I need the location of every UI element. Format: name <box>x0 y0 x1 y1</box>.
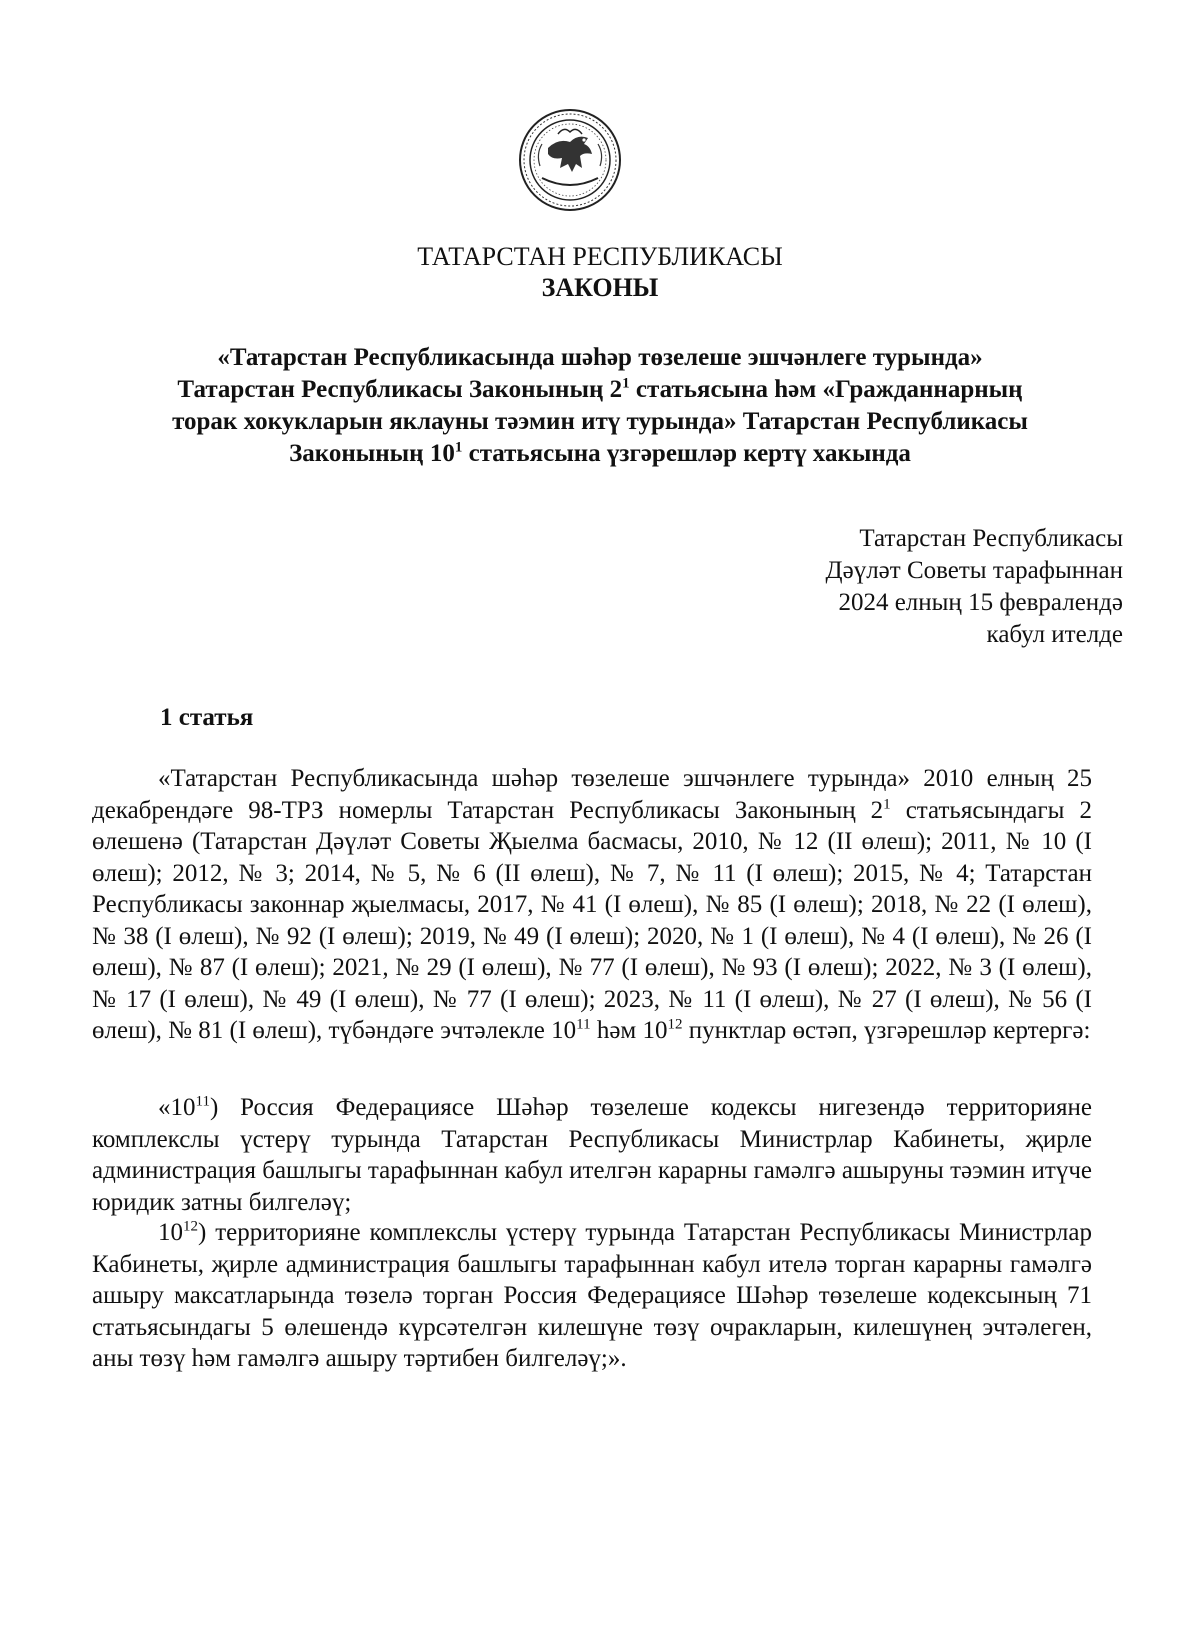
adoption-line-4: кабул ителде <box>986 621 1123 648</box>
article-heading: 1 статья <box>160 704 254 731</box>
adoption-line-1: Татарстан Республикасы <box>859 525 1123 552</box>
article-paragraph-3: $10^{12}$) территорияне комплекслы үстерү турында Татарстан Республикасы Министрлар Кабинеты, җирле администрация башлыгы тарафыннан кабул ителә торган карарны гамәлгә ашыру максатларында төзелә торган Россия Федерациясе Шәһәр төзелеше кодексының 71 статьясындагы 5 өлешендә күрсәтелгән килешүне төзү очракларын, килешүнең эчтәлеген, аны төзү һәм гамәлгә ашыру тәртибен билгеләү;». <box>92 1218 1092 1372</box>
article-paragraph-2: «$10^{11}$) Россия Федерациясе Шәһәр төзелеше кодексы нигезендә территорияне комплекслы үстерү турында Татарстан Республикасы Министрлар Кабинеты, җирле администрация башлыгы тарафыннан кабул ителгән карарны гамәлгә ашыруны тәэмин итүче юридик затны билгеләү; <box>92 1093 1092 1216</box>
header-law: ЗАКОНЫ <box>541 273 659 302</box>
adoption-line-3: 2024 елның 15 февралендә <box>838 589 1123 616</box>
article-paragraph-1: «Татарстан Республикасында шәһәр төзелеше эшчәнлеге турында» 2010 елның 25 декабрендәге 98-ТРЗ номерлы Татарстан Республикасы Законының $2^1$ статьясындагы 2 өлешенә (Татарстан Дәүләт Советы Җыелма басмасы, 2010, № 12 (II өлеш); 2011, № 10 (I өлеш); 2012, № 3; 2014, № 5, № 6 (II өлеш), № 7, № 11 (I өлеш); 2015, № 4; Татарстан Республикасы законнар җыелмасы, 2017, № 41 (I өлеш), № 85 (I өлеш); 2018, № 22 (I өлеш), № 38 (I өлеш), № 92 (I өлеш); 2019, № 49 (I өлеш); 2020, № 1 (I өлеш), № 4 (I өлеш), № 26 (I өлеш), № 87 (I өлеш); 2021, № 29 (I өлеш), № 77 (I өлеш), № 93 (I өлеш); 2022, № 3 (I өлеш), № 17 (I өлеш), № 49 (I өлеш), № 77 (I өлеш); 2023, № 11 (I өлеш), № 27 (I өлеш), № 56 (I өлеш), № 81 (I өлеш), түбәндәге эчтәлекле $10^{11}$ һәм $10^{12}$ пунктлар өстәп, үзгәрешләр кертергә: <box>92 765 1092 1044</box>
adoption-line-2: Дәүләт Советы тарафыннан <box>825 557 1123 584</box>
header-republic: ТАТАРСТАН РЕСПУБЛИКАСЫ <box>417 242 783 271</box>
adoption-block <box>643 523 1123 651</box>
title-line-3: торак хокукларын яклауны тәэмин итү турында» Татарстан Республикасы <box>172 408 1028 435</box>
title-line-2: Татарстан Республикасы Законының $2^1$ статьясына һәм «Гражданнарның <box>177 375 1023 403</box>
law-title <box>110 342 1090 470</box>
coat-of-arms-emblem <box>518 108 622 212</box>
title-line-4: Законының $10^1$ статьясына үзгәрешләр кертү хакында <box>289 439 911 467</box>
title-line-1: «Татарстан Республикасында шәһәр төзелеше эшчәнлеге турында» <box>217 344 983 371</box>
